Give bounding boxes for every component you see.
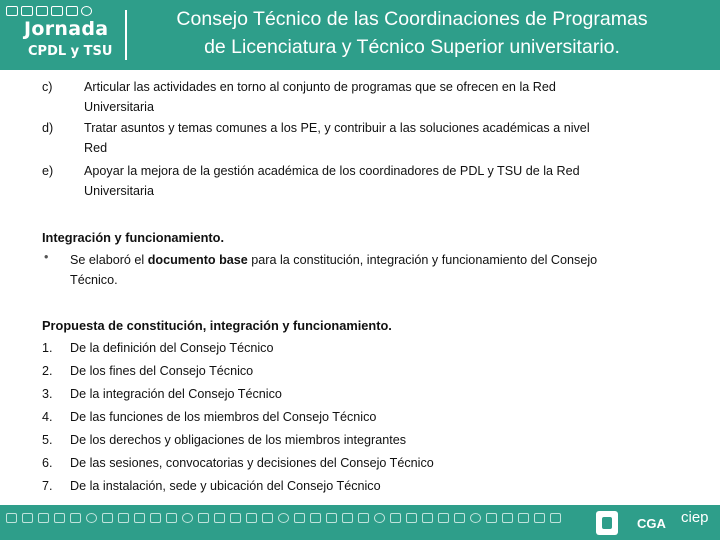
folder-icon: [294, 513, 305, 523]
list-item-line: Articular las actividades en torno al conjunto de programas que se ofrecen en la Red: [84, 80, 556, 94]
numbered-item: De las funciones de los miembros del Consejo Técnico: [70, 410, 377, 424]
bullet-line-2: Técnico.: [70, 273, 118, 287]
numbered-item: De los fines del Consejo Técnico: [70, 364, 254, 378]
section-title-integracion: Integración y funcionamiento.: [42, 230, 225, 245]
cga-logo: CGA: [637, 516, 666, 531]
title-line-1: Consejo Técnico de las Coordinaciones de Programas: [176, 8, 648, 30]
clock-icon: [86, 513, 97, 523]
list-marker: c): [42, 80, 53, 94]
bullet-text-bold: documento base: [147, 253, 248, 267]
numbered-item: De las sesiones, convocatorias y decisiones del Consejo Técnico: [70, 456, 434, 470]
monitor-icon: [438, 513, 449, 523]
numbered-marker: 6.: [42, 456, 53, 470]
book-icon: [518, 513, 529, 523]
grid-icon: [22, 513, 33, 523]
bullet-text-post: para la constitución, integración y funcionamiento del Consejo: [247, 253, 598, 267]
clock-icon: [81, 6, 92, 16]
document-icon: [550, 513, 561, 523]
numbered-item: De los derechos y obligaciones de los miembros integrantes: [70, 433, 407, 447]
list-marker: d): [42, 121, 54, 135]
grid-icon: [21, 6, 33, 16]
document-icon: [66, 6, 78, 16]
numbered-item: De la instalación, sede y ubicación del Consejo Técnico: [70, 479, 381, 493]
folder-icon: [198, 513, 209, 523]
book-icon: [134, 513, 145, 523]
book-icon: [326, 513, 337, 523]
numbered-marker: 2.: [42, 364, 53, 378]
monitor-icon: [246, 513, 257, 523]
monitor-icon: [54, 513, 65, 523]
grid-icon: [406, 513, 417, 523]
bullet-line-1: [70, 250, 690, 270]
folder-icon: [6, 6, 18, 16]
folder-icon: [102, 513, 113, 523]
list-item-text: [84, 161, 684, 201]
logo-subtitle: CPDL y TSU: [28, 44, 113, 59]
list-item-text: [84, 118, 684, 158]
logo-icon-strip: [6, 6, 92, 16]
grid-icon: [502, 513, 513, 523]
clock-icon: [374, 513, 385, 523]
jornada-logo: [4, 4, 122, 66]
list-item-line: Tratar asuntos y temas comunes a los PE, y contribuir a las soluciones académicas a nivel: [84, 121, 590, 135]
monitor-icon: [534, 513, 545, 523]
numbered-item: De la integración del Consejo Técnico: [70, 387, 282, 401]
numbered-item: De la definición del Consejo Técnico: [70, 341, 274, 355]
book-icon: [422, 513, 433, 523]
monitor-icon: [51, 6, 63, 16]
list-item-line: Universitaria: [84, 184, 154, 198]
document-icon: [358, 513, 369, 523]
bullet-text-pre: Se elaboró el: [70, 253, 148, 267]
bullet-icon: •: [44, 250, 49, 264]
list-item-text: [84, 77, 684, 117]
numbered-marker: 7.: [42, 479, 53, 493]
section-title-propuesta: Propuesta de constitución, integración y funcionamiento.: [42, 318, 392, 333]
grid-icon: [310, 513, 321, 523]
numbered-marker: 3.: [42, 387, 53, 401]
grid-icon: [118, 513, 129, 523]
footer-icon-strip: [6, 513, 561, 523]
header-divider: [125, 10, 127, 60]
header-banner: [0, 0, 720, 70]
folder-icon: [6, 513, 17, 523]
clock-icon: [470, 513, 481, 523]
clock-icon: [278, 513, 289, 523]
folder-icon: [390, 513, 401, 523]
list-marker: e): [42, 164, 54, 178]
document-icon: [70, 513, 81, 523]
list-item-line: Apoyar la mejora de la gestión académica de los coordinadores de PDL y TSU de la Red: [84, 164, 580, 178]
book-icon: [230, 513, 241, 523]
bullet-text: [70, 250, 690, 290]
folder-icon: [486, 513, 497, 523]
logo-word: Jornada: [24, 18, 109, 40]
list-item-line: Red: [84, 141, 108, 155]
footer-banner: [0, 505, 720, 540]
list-item-line: Universitaria: [84, 100, 154, 114]
numbered-marker: 4.: [42, 410, 53, 424]
document-icon: [166, 513, 177, 523]
page-title: [132, 5, 692, 61]
book-icon: [36, 6, 48, 16]
document-icon: [454, 513, 465, 523]
university-emblem-icon: [596, 511, 618, 535]
ciep-logo: ciep: [681, 509, 709, 526]
grid-icon: [214, 513, 225, 523]
document-icon: [262, 513, 273, 523]
title-line-2: de Licenciatura y Técnico Superior universitario.: [204, 36, 620, 58]
numbered-marker: 5.: [42, 433, 53, 447]
book-icon: [38, 513, 49, 523]
monitor-icon: [342, 513, 353, 523]
clock-icon: [182, 513, 193, 523]
numbered-marker: 1.: [42, 341, 53, 355]
monitor-icon: [150, 513, 161, 523]
